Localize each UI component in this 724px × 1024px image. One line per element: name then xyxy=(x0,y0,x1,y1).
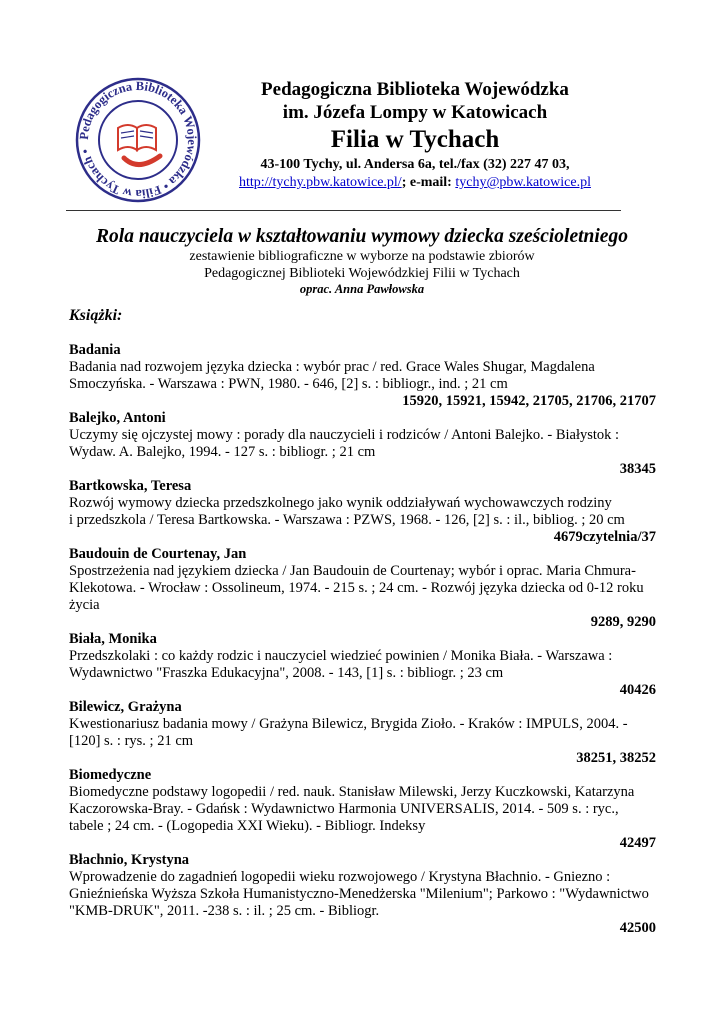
smile-icon xyxy=(124,156,160,165)
bibliography-entry xyxy=(69,631,656,699)
entry-description-line: Klekotowa. - Wrocław : Ossolineum, 1974. - 215 s. ; 24 cm. - Rozwój języka dziecka od 0-12 roku xyxy=(69,580,644,596)
bibliography-entry xyxy=(69,699,656,767)
entry-heading: Balejko, Antoni xyxy=(69,410,166,426)
library-name: Pedagogiczna Biblioteka Wojewódzka xyxy=(261,79,569,100)
document-subtitle-2: Pedagogicznej Biblioteki Wojewódzkiej Filii w Tychach xyxy=(204,266,520,281)
entry-call-numbers: 40426 xyxy=(619,682,656,698)
entry-call-numbers: 38251, 38252 xyxy=(576,750,656,766)
entry-description-line: Smoczyńska. - Warszawa : PWN, 1980. - 646, [2] s. : bibliogr., ind. ; 21 cm xyxy=(69,376,508,392)
entry-heading: Baudouin de Courtenay, Jan xyxy=(69,546,247,562)
document-author: oprac. Anna Pawłowska xyxy=(299,282,425,296)
entry-description-line: Uczymy się ojczystej mowy : porady dla nauczycieli i rodziców / Antoni Balejko. - Białystok : xyxy=(69,427,620,443)
bibliography-entry xyxy=(69,478,656,546)
entry-description-line: Badania nad rozwojem języka dziecka : wybór prac / red. Grace Wales Shugar, Magdalena xyxy=(69,359,595,375)
entry-call-numbers: 38345 xyxy=(619,461,656,477)
library-address: 43-100 Tychy, ul. Andersa 6a, tel./fax (32) 227 47 03, xyxy=(260,157,570,172)
svg-text:Pedagogiczna Biblioteka Wojewó: Pedagogiczna Biblioteka Wojewódzka • Filia w Tychach • xyxy=(76,78,200,202)
entry-heading: Biała, Monika xyxy=(69,631,157,647)
document-subtitle-1: zestawienie bibliograficzne w wyborze na podstawie zbiorów xyxy=(189,249,535,264)
bibliography-list xyxy=(69,342,656,937)
entry-description-line: "KMB-DRUK", 2011. -238 s. : il. ; 25 cm. - Bibliogr. xyxy=(69,903,380,919)
entry-call-numbers: 15920, 15921, 15942, 21705, 21706, 21707 xyxy=(402,393,656,409)
entry-description-line: Biomedyczne podstawy logopedii / red. nauk. Stanisław Milewski, Jerzy Kuczkowski, Katarzyna xyxy=(69,784,635,800)
entry-heading: Błachnio, Krystyna xyxy=(69,852,190,868)
entry-description-line: [120] s. : rys. ; 21 cm xyxy=(69,733,194,749)
entry-call-numbers: 9289, 9290 xyxy=(590,614,656,630)
document-title: Rola nauczyciela w kształtowaniu wymowy dziecka sześcioletniego xyxy=(96,226,628,247)
entry-description-line: Rozwój wymowy dziecka przedszkolnego jako wynik oddziaływań wychowawczych rodziny xyxy=(69,495,612,511)
entry-call-numbers: 42500 xyxy=(619,920,656,936)
email-link[interactable]: tychy@pbw.katowice.pl xyxy=(455,175,591,190)
entry-description-line: Wydaw. A. Balejko, 1994. - 127 s. : bibliogr. ; 21 cm xyxy=(69,444,376,460)
bibliography-entry xyxy=(69,852,656,937)
website-link[interactable]: http://tychy.pbw.katowice.pl/ xyxy=(239,175,402,190)
library-contact xyxy=(205,174,625,192)
header-divider xyxy=(66,210,621,211)
book-icon xyxy=(118,125,156,150)
entry-description-line: Wydawnictwo "Fraszka Edukacyjna", 2008. - 143, [1] s. : bibliogr. ; 23 cm xyxy=(69,665,504,681)
entry-call-numbers: 4679czytelnia/37 xyxy=(553,529,656,545)
entry-description-line: Kwestionariusz badania mowy / Grażyna Bilewicz, Brygida Zioło. - Kraków : IMPULS, 2004. - xyxy=(69,716,628,732)
entry-description-line: Przedszkolaki : co każdy rodzic i nauczyciel wiedzieć powinien / Monika Biała. - Warszawa : xyxy=(69,648,613,664)
section-heading: Książki: xyxy=(69,307,123,324)
contact-separator: ; xyxy=(401,175,407,190)
document-title-block xyxy=(60,226,664,297)
entry-description-line: Gnieźnieńska Wyższa Szkoła Humanistyczno-Menedżerska "Milenium"; Parkowo : "Wydawnictwo xyxy=(69,886,649,902)
library-logo xyxy=(74,76,202,204)
entry-description-line: Kaczorowska-Bray. - Gdańsk : Wydawnictwo Harmonia UNIVERSALIS, 2014. - 509 s. : ryc., xyxy=(69,801,619,817)
entry-description-line: życia xyxy=(69,597,100,613)
entry-description-line: i przedszkola / Teresa Bartkowska. - Warszawa : PZWS, 1968. - 126, [2] s. : il., bibliog. ; 20 cm xyxy=(69,512,625,528)
bibliography-entry xyxy=(69,546,656,631)
bibliography-entry xyxy=(69,767,656,852)
library-branch: Filia w Tychach xyxy=(330,126,500,153)
library-header xyxy=(205,78,625,192)
entry-description-line: tabele ; 24 cm. - (Logopedia XXI Wieku). - Bibliogr. Indeksy xyxy=(69,818,426,834)
entry-heading: Badania xyxy=(69,342,121,358)
entry-heading: Biomedyczne xyxy=(69,767,152,783)
bibliography-entry xyxy=(69,410,656,478)
bibliography-entry xyxy=(69,342,656,410)
entry-heading: Bartkowska, Teresa xyxy=(69,478,192,494)
entry-description-line: Wprowadzenie do zagadnień logopedii wieku rozwojowego / Krystyna Błachnio. - Gniezno : xyxy=(69,869,611,885)
entry-heading: Bilewicz, Grażyna xyxy=(69,699,182,715)
entry-call-numbers: 42497 xyxy=(619,835,656,851)
library-patron: im. Józefa Lompy w Katowicach xyxy=(282,102,548,123)
email-label: e-mail: xyxy=(406,175,456,190)
entry-description-line: Spostrzeżenia nad językiem dziecka / Jan Baudouin de Courtenay; wybór i oprac. Maria Chmura- xyxy=(69,563,636,579)
